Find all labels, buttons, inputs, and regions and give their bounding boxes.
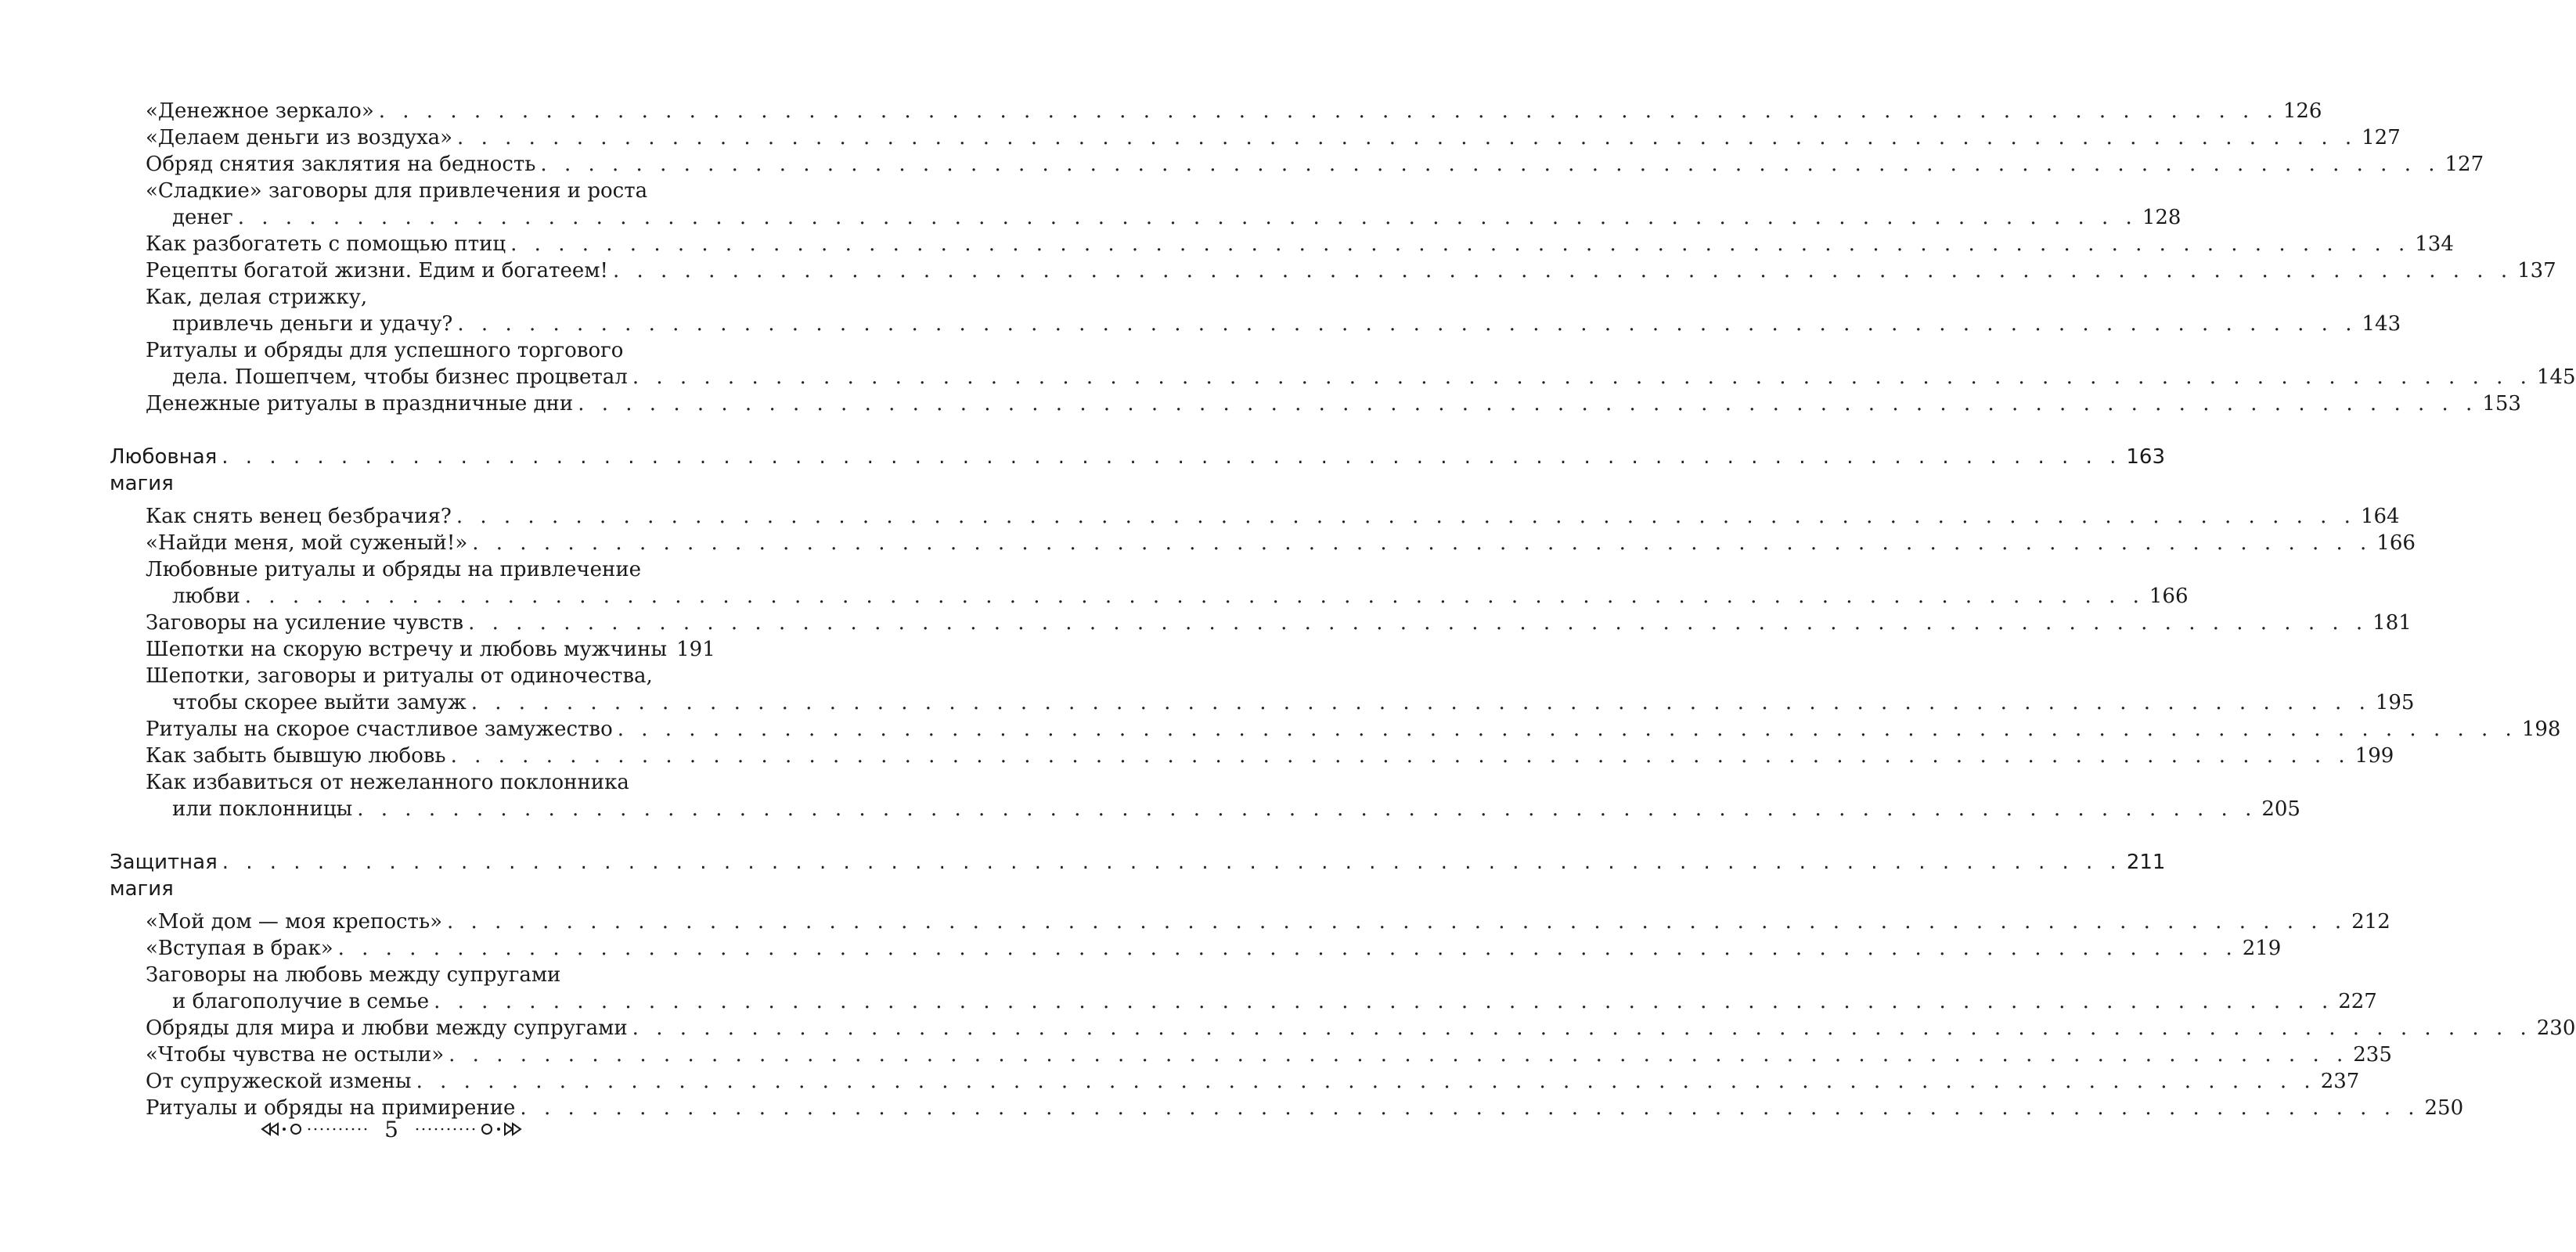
entry-page-number: 219 <box>2242 937 2282 960</box>
entry-title-line: Как, делая стрижку, <box>146 286 368 309</box>
toc-entry <box>110 663 2415 716</box>
page-number: 5 <box>384 1116 398 1142</box>
left-ornament-icon <box>261 1120 370 1139</box>
toc-entry <box>110 231 2454 257</box>
entry-page-number: 191 <box>676 638 715 661</box>
leader-dots: . . . . . . . . . . . . . . . . . . . . . . . . . . . . . . . . . . . . . . . . . . . . . . . . . . . . . . . . . . . . . . . . . . . . . . . . . . . . . . . . <box>578 392 2478 416</box>
leader-dots: . . . . . . . . . . . . . . . . . . . . . . . . . . . . . . . . . . . . . . . . . . . . . . . . . . . . . . . . . . . . . . . . . . . . . . . . . . . . . . . . <box>337 937 2238 960</box>
entry-page-number: 164 <box>2360 505 2400 528</box>
entry-page-number: 195 <box>2375 691 2415 714</box>
toc-entry <box>110 908 2390 935</box>
spacer <box>110 822 690 849</box>
toc-entry <box>110 636 715 663</box>
toc-entry <box>110 178 2181 231</box>
spacer <box>110 417 690 444</box>
entry-title-line: Ритуалы и обряды на примирение <box>146 1096 516 1120</box>
leader-dots: . . . . . . . . . . . . . . . . . . . . . . . . . . . . . . . . . . . . . . . . . . . . . . . . . . . . . . . . . . . . . . . . . . . . . . . . . . . . . . . . <box>457 312 2358 336</box>
entry-page-number: 145 <box>2536 365 2576 389</box>
toc-entry <box>110 962 2377 1015</box>
toc-entry <box>110 151 2484 178</box>
leader-dots: . . . . . . . . . . . . . . . . . . . . . . . . . . . . . . . . . . . . . . . . . . . . . . . . . . . . . . . . . . . . . . . . . . . . . . . . . . . . . . . . <box>222 445 2122 469</box>
leader-dots: . . . . . . . . . . . . . . . . . . . . . . . . . . . . . . . . . . . . . . . . . . . . . . . . . . . . . . . . . . . . . . . . . . . . . . . . . . . . . . . . <box>510 232 2411 256</box>
entry-page-number: 127 <box>2444 153 2484 176</box>
entry-title-line: «Найди меня, мой суженый!» <box>146 531 468 555</box>
entry-title-line: «Сладкие» заговоры для привлечения и роста <box>146 179 648 203</box>
entry-title-line: «Делаем деньги из воздуха» <box>146 126 453 149</box>
entry-page-number: 166 <box>2149 585 2189 608</box>
leader-dots: . . . . . . . . . . . . . . . . . . . . . . . . . . . . . . . . . . . . . . . . . . . . . . . . . . . . . . . . . . . . . . . . . . . . . . . . . . . . . . . . <box>472 531 2372 555</box>
leader-dots: . . . . . . . . . . . . . . . . . . . . . . . . . . . . . . . . . . . . . . . . . . . . . . . . . . . . . . . . . . . . . . . . . . . . . . . . . . . . . . . . <box>378 99 2279 123</box>
toc-entry <box>110 503 2400 530</box>
entry-title-line: Обряды для мира и любви между супругами <box>146 1016 628 1040</box>
entry-page-number: 153 <box>2482 392 2521 416</box>
toc-entry <box>110 769 2300 822</box>
entry-title-line: Ритуалы на скорое счастливое замужество <box>146 718 613 741</box>
entry-page-number: 230 <box>2536 1016 2576 1040</box>
toc-entry <box>110 556 2189 610</box>
entry-title-line: Как избавиться от нежеланного поклонника <box>146 771 629 794</box>
entry-title-line: привлечь деньги и удачу? <box>172 312 453 336</box>
toc-entry <box>110 98 2322 124</box>
entry-title-line: Обряд снятия заклятия на бедность <box>146 153 536 176</box>
leader-dots: . . . . . . . . . . . . . . . . . . . . . . . . . . . . . . . . . . . . . . . . . . . . . . . . . . . . . . . . . . . . . . . . . . . . . . . . . . . . . . . . <box>632 1016 2532 1040</box>
leader-dots: . . . . . . . . . . . . . . . . . . . . . . . . . . . . . . . . . . . . . . . . . . . . . . . . . . . . . . . . . . . . . . . . . . . . . . . . . . . . . . . . <box>416 1070 2316 1093</box>
leader-dots: . . . . . . . . . . . . . . . . . . . . . . . . . . . . . . . . . . . . . . . . . . . . . . . . . . . . . . . . . . . . . . . . . . . . . . . . . . . . . . . . <box>540 153 2441 176</box>
entry-title-line: Как разбогатеть с помощью птиц <box>146 232 506 256</box>
entry-title-line: Как забыть бывшую любовь <box>146 744 446 768</box>
leader-dots: . . . . . . . . . . . . . . . . . . . . . . . . . . . . . . . . . . . . . . . . . . . . . . . . . . . . . . . . . . . . . . . . . . . . . . . . . . . . . . . . <box>450 744 2351 768</box>
entry-page-number: 127 <box>2362 126 2401 149</box>
entry-page-number: 205 <box>2261 797 2300 821</box>
leader-dots: . . . . . . . . . . . . . . . . . . . . . . . . . . . . . . . . . . . . . . . . . . . . . . . . . . . . . . . . . . . . . . . . . . . . . . . . . . . . . . . . <box>470 691 2371 714</box>
entry-title-line: или поклонницы <box>172 797 353 821</box>
entry-page-number: 235 <box>2353 1043 2392 1067</box>
leader-dots: . . . . . . . . . . . . . . . . . . . . . . . . . . . . . . . . . . . . . . . . . . . . . . . . . . . . . . . . . . . . . . . . . . . . . . . . . . . . . . . . <box>520 1096 2420 1120</box>
leader-dots: . . . . . . . . . . . . . . . . . . . . . . . . . . . . . . . . . . . . . . . . . . . . . . . . . . . . . . . . . . . . . . . . . . . . . . . . . . . . . . . . <box>244 585 2145 608</box>
leader-dots: . . . . . . . . . . . . . . . . . . . . . . . . . . . . . . . . . . . . . . . . . . . . . . . . . . . . . . . . . . . . . . . . . . . . . . . . . . . . . . . . <box>457 126 2358 149</box>
entry-page-number: 126 <box>2282 99 2322 123</box>
section-title: Любовная магия <box>110 445 218 495</box>
leader-dots: . . . . . . . . . . . . . . . . . . . . . . . . . . . . . . . . . . . . . . . . . . . . . . . . . . . . . . . . . . . . . . . . . . . . . . . . . . . . . . . . <box>222 851 2122 874</box>
entry-page-number: 212 <box>2351 910 2390 934</box>
toc-entry <box>110 743 2394 769</box>
section-title: Защитная магия <box>110 851 218 901</box>
entry-page-number: 128 <box>2142 206 2181 229</box>
toc-group-protection <box>110 908 2576 1121</box>
right-ornament-icon <box>413 1120 522 1139</box>
toc-entry <box>110 284 2401 337</box>
section-page-number: 163 <box>2126 445 2166 469</box>
entry-page-number: 227 <box>2338 990 2377 1013</box>
entry-title-line: «Вступая в брак» <box>146 937 333 960</box>
leader-dots: . . . . . . . . . . . . . . . . . . . . . . . . . . . . . . . . . . . . . . . . . . . . . . . . . . . . . . . . . . . . . . . . . . . . . . . . . . . . . . . . <box>617 718 2517 741</box>
entry-page-number: 181 <box>2372 611 2412 635</box>
toc-group-love <box>110 503 2561 822</box>
toc-entry <box>110 337 2576 390</box>
leader-dots: . . . . . . . . . . . . . . . . . . . . . . . . . . . . . . . . . . . . . . . . . . . . . . . . . . . . . . . . . . . . . . . . . . . . . . . . . . . . . . . . <box>468 611 2369 635</box>
section-page-number: 211 <box>2126 851 2166 874</box>
toc-entry <box>110 257 2556 284</box>
entry-page-number: 134 <box>2415 232 2454 256</box>
toc-entry <box>110 610 2412 636</box>
toc-entry <box>110 1015 2576 1042</box>
leader-dots: . . . . . . . . . . . . . . . . . . . . . . . . . . . . . . . . . . . . . . . . . . . . . . . . . . . . . . . . . . . . . . . . . . . . . . . . . . . . . . . . <box>456 505 2356 528</box>
entry-title-line: Заговоры на усиление чувств <box>146 611 464 635</box>
entry-title-line: чтобы скорее выйти замуж <box>172 691 467 714</box>
toc-entry <box>110 530 2416 556</box>
entry-title-line: «Мой дом — моя крепость» <box>146 910 443 934</box>
entry-title-line: От супружеской измены <box>146 1070 412 1093</box>
leader-dots: . . . . . . . . . . . . . . . . . . . . . . . . . . . . . . . . . . . . . . . . . . . . . . . . . . . . . . . . . . . . . . . . . . . . . . . . . . . . . . . . <box>237 206 2138 229</box>
section-heading-love-magic <box>110 444 2166 497</box>
toc-group-money <box>110 98 2576 417</box>
leader-dots: . . . . . . . . . . . . . . . . . . . . . . . . . . . . . . . . . . . . . . . . . . . . . . . . . . . . . . . . . . . . . . . . . . . . . . . . . . . . . . . . <box>434 990 2334 1013</box>
entry-page-number: 198 <box>2521 718 2561 741</box>
toc-entry <box>110 935 2282 962</box>
entry-title-line: дела. Пошепчем, чтобы бизнес процветал <box>172 365 628 389</box>
entry-page-number: 199 <box>2354 744 2394 768</box>
entry-page-number: 143 <box>2362 312 2401 336</box>
entry-title-line: Как снять венец безбрачия? <box>146 505 452 528</box>
leader-dots: . . . . . . . . . . . . . . . . . . . . . . . . . . . . . . . . . . . . . . . . . . . . . . . . . . . . . . . . . . . . . . . . . . . . . . . . . . . . . . . . <box>632 365 2532 389</box>
entry-page-number: 137 <box>2517 259 2556 282</box>
entry-title-line: любви <box>172 585 240 608</box>
entry-title-line: Рецепты богатой жизни. Едим и богатеем! <box>146 259 608 282</box>
entry-title-line: денег <box>172 206 233 229</box>
toc-entry <box>110 1042 2392 1068</box>
leader-dots: . . . . . . . . . . . . . . . . . . . . . . . . . . . . . . . . . . . . . . . . . . . . . . . . . . . . . . . . . . . . . . . . . . . . . . . . . . . . . . . . <box>447 910 2347 934</box>
entry-title-line: Заговоры на любовь между супругами <box>146 963 561 987</box>
toc-entry <box>110 390 2521 417</box>
toc-entry <box>110 716 2561 743</box>
section-heading-protective-magic <box>110 849 2166 902</box>
entry-title-line: и благополучие в семье <box>172 990 430 1013</box>
entry-page-number: 166 <box>2376 531 2416 555</box>
entry-title-line: Шепотки на скорую встречу и любовь мужчины <box>146 638 668 661</box>
page-footer <box>0 1110 783 1149</box>
toc-entry <box>110 124 2401 151</box>
entry-title-line: Любовные ритуалы и обряды на привлечение <box>146 558 642 581</box>
leader-dots: . . . . . . . . . . . . . . . . . . . . . . . . . . . . . . . . . . . . . . . . . . . . . . . . . . . . . . . . . . . . . . . . . . . . . . . . . . . . . . . . <box>357 797 2257 821</box>
table-of-contents <box>110 98 2576 1121</box>
entry-page-number: 250 <box>2424 1096 2464 1120</box>
entry-title-line: Шепотки, заговоры и ритуалы от одиночества, <box>146 664 653 688</box>
entry-title-line: Ритуалы и обряды для успешного торгового <box>146 339 624 362</box>
leader-dots: . . . . . . . . . . . . . . . . . . . . . . . . . . . . . . . . . . . . . . . . . . . . . . . . . . . . . . . . . . . . . . . . . . . . . . . . . . . . . . . . <box>449 1043 2349 1067</box>
toc-entry <box>110 1068 2360 1095</box>
entry-title-line: «Денежное зеркало» <box>146 99 374 123</box>
entry-page-number: 237 <box>2320 1070 2360 1093</box>
entry-title-line: «Чтобы чувства не остыли» <box>146 1043 445 1067</box>
entry-title-line: Денежные ритуалы в праздничные дни <box>146 392 574 416</box>
leader-dots: . . . . . . . . . . . . . . . . . . . . . . . . . . . . . . . . . . . . . . . . . . . . . . . . . . . . . . . . . . . . . . . . . . . . . . . . . . . . . . . . <box>613 259 2513 282</box>
